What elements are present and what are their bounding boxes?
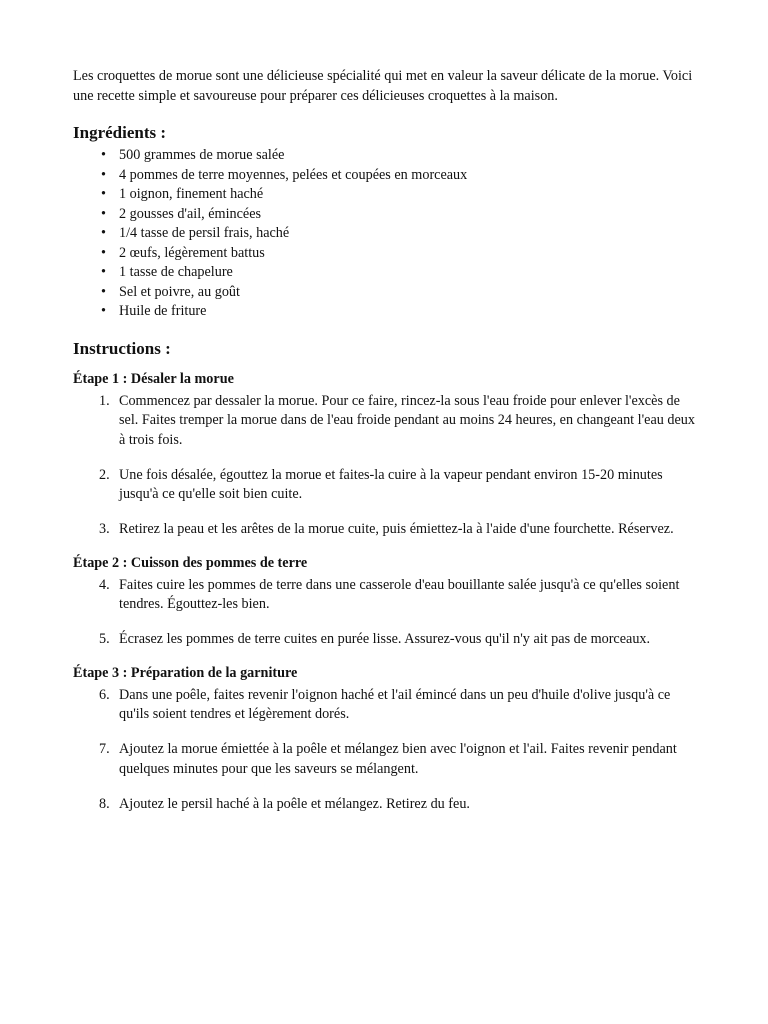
ingredient-item: • 1 oignon, finement haché — [73, 185, 698, 205]
instructions-heading: Instructions : — [73, 338, 171, 358]
ingredient-item: • 2 gousses d'ail, émincées — [73, 205, 698, 225]
bullet-icon: • — [101, 283, 106, 300]
step-text: Dans une poêle, faites revenir l'oignon haché et l'ail émincé dans un peu d'huile d'olive jusqu'à ce qu'ils soient tendres et légèrement dorés. — [119, 686, 671, 722]
bullet-icon: • — [101, 147, 106, 163]
ingredient-item: • 4 pommes de terre moyennes, pelées et coupées en morceaux — [73, 166, 698, 186]
step-number: 1. — [99, 392, 110, 409]
ingredient-item: • 2 œufs, légèrement battus — [73, 244, 698, 264]
step-list — [73, 576, 698, 650]
step-item — [73, 466, 698, 505]
bullet-icon: • — [101, 166, 106, 183]
step-number: 4. — [99, 576, 110, 593]
step-item — [73, 686, 698, 725]
bullet-icon: • — [101, 264, 106, 280]
step-section-3 — [73, 663, 698, 815]
step-number: 6. — [99, 686, 110, 703]
step-number: 7. — [99, 741, 110, 757]
bullet-icon: • — [101, 205, 106, 222]
step-text: Écrasez les pommes de terre cuites en purée lisse. Assurez-vous qu'il n'y ait pas de morceaux. — [119, 631, 651, 647]
ingredient-item: • Sel et poivre, au goût — [73, 283, 698, 303]
bullet-icon: • — [101, 186, 106, 202]
step-list — [73, 392, 698, 540]
step-section-2 — [73, 553, 698, 650]
step-text: Faites cuire les pommes de terre dans une casserole d'eau bouillante salée jusqu'à ce qu'elles soient tendres. Égouttez-les bien. — [119, 576, 680, 612]
ingredients-list — [73, 146, 698, 322]
step-number: 8. — [99, 795, 110, 812]
ingredient-item: • Huile de friture — [73, 302, 698, 322]
step-item — [73, 520, 698, 540]
step-item — [73, 576, 698, 615]
ingredients-heading: Ingrédients : — [73, 123, 167, 142]
step-text: Ajoutez le persil haché à la poêle et mélangez. Retirez du feu. — [119, 795, 470, 812]
step-number: 3. — [99, 521, 110, 537]
bullet-icon: • — [101, 244, 106, 261]
bullet-icon: • — [101, 225, 106, 241]
ingredient-item: • 500 grammes de morue salée — [73, 146, 698, 166]
step-item — [73, 740, 698, 779]
step-text: Une fois désalée, égouttez la morue et faites-la cuire à la vapeur pendant environ 15-20 minutes jusqu'à ce qu'elle soit bien cuite. — [119, 466, 663, 502]
step-number: 5. — [99, 631, 110, 647]
step-number: 2. — [99, 466, 110, 483]
step-section-1 — [73, 369, 698, 540]
step-item — [73, 795, 698, 815]
ingredient-item: • 1 tasse de chapelure — [73, 263, 698, 283]
step-item — [73, 392, 698, 451]
document-page — [73, 67, 698, 827]
intro-paragraph: Les croquettes de morue sont une délicieuse spécialité qui met en valeur la saveur délicate de la morue. Voici une recette simple et savoureuse pour préparer ces délicieuses croquettes à la maison. — [73, 68, 693, 104]
step-title: Étape 2 : Cuisson des pommes de terre — [73, 554, 308, 571]
ingredient-item: • 1/4 tasse de persil frais, haché — [73, 224, 698, 244]
step-item — [73, 630, 698, 650]
step-text: Ajoutez la morue émiettée à la poêle et mélangez bien avec l'oignon et l'ail. Faites revenir pendant quelques minutes pour que les saveurs se mélangent. — [119, 741, 677, 777]
bullet-icon: • — [101, 303, 106, 319]
step-list — [73, 686, 698, 815]
step-title: Étape 3 : Préparation de la garniture — [73, 664, 298, 681]
step-text: Commencez par dessaler la morue. Pour ce faire, rincez-la sous l'eau froide pour enlever l'excès de sel. Faites tremper la morue dans de l'eau froide pendant au moins 24 heures, en changeant l'eau deux à trois fois. — [119, 392, 695, 448]
step-text: Retirez la peau et les arêtes de la morue cuite, puis émiettez-la à l'aide d'une fourchette. Réservez. — [119, 521, 674, 537]
step-title: Étape 1 : Désaler la morue — [73, 370, 234, 387]
